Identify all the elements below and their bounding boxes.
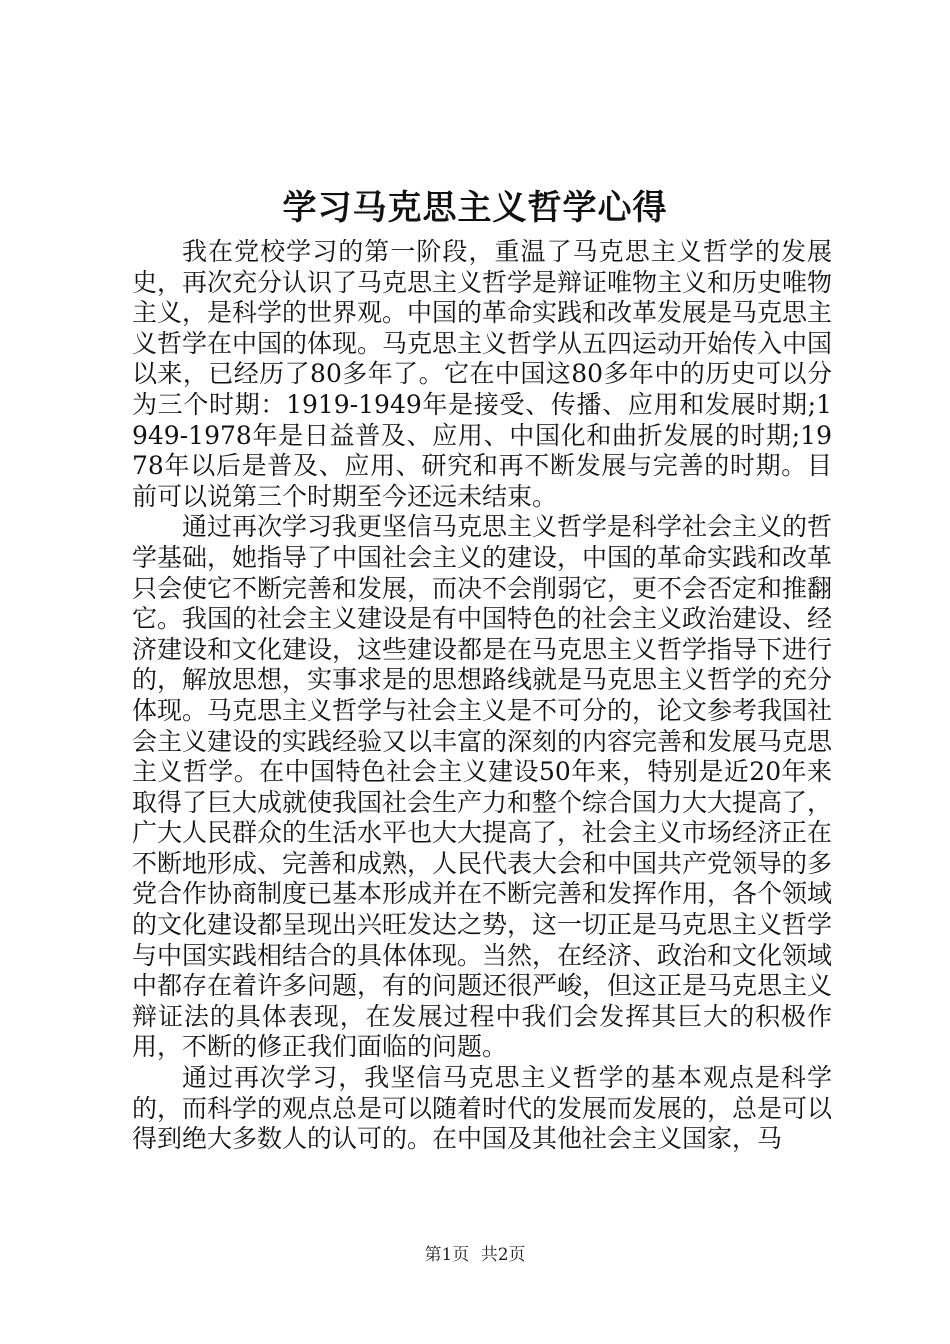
- page-total: 共2页: [480, 1245, 526, 1265]
- paragraph: 我在党校学习的第一阶段，重温了马克思主义哲学的发展史，再次充分认识了马克思主义哲学是辩证唯物主义和历史唯物主义，是科学的世界观。中国的革命实践和改革发展是马克思主义哲学在中国的体现。马克思主义哲学从五四运动开始传入中国以来，已经历了80多年了。它在中国这80多年中的历史可以分为三个时期：1919-1949年是接受、传播、应用和发展时期;1949-1978年是日益普及、应用、中国化和曲折发展的时期;1978年以后是普及、应用、研究和再不断发展与完善的时期。目前可以说第三个时期至今还远未结束。: [132, 237, 833, 511]
- page-number: 第1页: [424, 1245, 470, 1265]
- document-title: 学习马克思主义哲学心得: [282, 188, 668, 228]
- document-body: [132, 237, 832, 1155]
- page-footer: [0, 1244, 950, 1266]
- paragraph: 通过再次学习，我坚信马克思主义哲学的基本观点是科学的，而科学的观点总是可以随着时代的发展而发展的，总是可以得到绝大多数人的认可的。在中国及其他社会主义国家，马: [132, 1063, 833, 1154]
- paragraph: 通过再次学习我更坚信马克思主义哲学是科学社会主义的哲学基础，她指导了中国社会主义的建设，中国的革命实践和改革只会使它不断完善和发展，而决不会削弱它，更不会否定和推翻它。我国的社会主义建设是有中国特色的社会主义政治建设、经济建设和文化建设，这些建设都是在马克思主义哲学指导下进行的，解放思想，实事求是的思想路线就是马克思主义哲学的充分体现。马克思主义哲学与社会主义是不可分的，论文参考我国社会主义建设的实践经验又以丰富的深刻的内容完善和发展马克思主义哲学。在中国特色社会主义建设50年来，特别是近20年来取得了巨大成就使我国社会生产力和整个综合国力大大提高了，广大人民群众的生活水平也大大提高了，社会主义市场经济正在不断地形成、完善和成熟，人民代表大会和中国共产党领导的多党合作协商制度已基本形成并在不断完善和发挥作用，各个领域的文化建设都呈现出兴旺发达之势，这一切正是马克思主义哲学与中国实践相结合的具体体现。当然，在经济、政治和文化领域中都存在着许多问题，有的问题还很严峻，但这正是马克思主义辩证法的具体表现，在发展过程中我们会发挥其巨大的积极作用，不断的修正我们面临的问题。: [132, 512, 833, 1062]
